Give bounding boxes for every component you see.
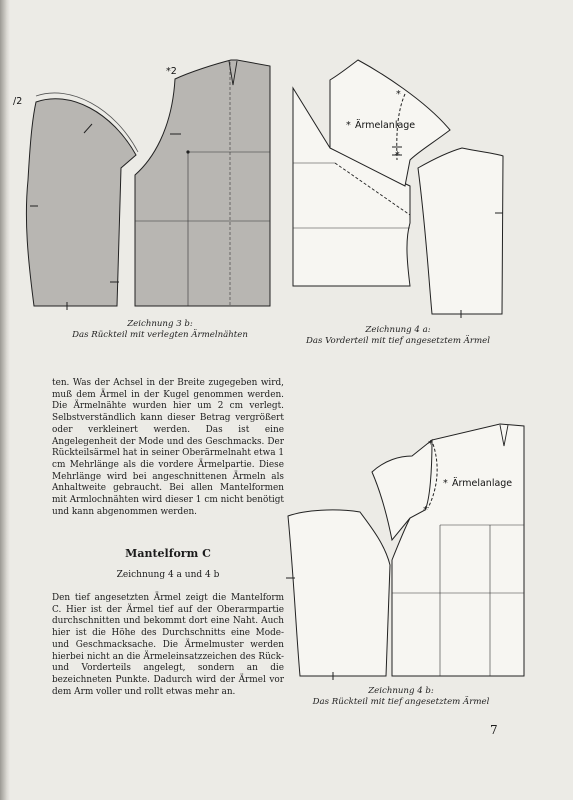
figure-4a-star-top: * xyxy=(396,89,401,100)
section-subheading: Zeichnung 4 a und 4 b xyxy=(116,570,220,580)
figure-4b-star-label: * xyxy=(443,478,448,489)
figure-4b-caption xyxy=(296,686,506,708)
figure-4b-star-top: * xyxy=(428,439,433,450)
figure-3b-caption-title: Zeichnung 3 b: xyxy=(127,319,193,329)
figure-3b-mark-top: *2 xyxy=(166,66,177,77)
figure-4a-star-bottom: * xyxy=(395,150,400,161)
page-number: 7 xyxy=(490,723,498,737)
figure-4b-caption-title: Zeichnung 4 b: xyxy=(368,686,434,696)
paragraph-2: Den tief angesetzten Ärmel zeigt die Mantelform C. Hier ist der Ärmel tief auf der Oberarmpartie durchschnitten und bekommt dort eine Naht. Auch hier ist die Höhe des Durchschnitts eine Mode- und Geschmacksache. Die Ärmelmuster werden hierbei nicht an die Ärmeleinsatzzeichen des Rück- und Vorderteils angelegt, sondern an die bezeichneten Punkte. Dadurch wird der Ärmel vor dem Arm voller und rollt etwas mehr an. xyxy=(52,593,284,697)
figure-4a-label: Ärmelanlage xyxy=(355,120,416,131)
figure-4a-star-label: * xyxy=(346,120,351,131)
figure-3b-mark-left: /2 xyxy=(13,96,23,107)
figure-4b-caption-text: Das Rückteil mit tief angesetztem Ärmel xyxy=(312,697,490,707)
figure-3b-caption-text: Das Rückteil mit verlegten Ärmelnähten xyxy=(72,330,248,340)
figure-4b-label: Ärmelanlage xyxy=(452,478,513,489)
paragraph-1: ten. Was der Achsel in der Breite zugegeben wird, muß dem Ärmel in der Kugel genommen werden. Die Ärmelnähte wurden hier um 2 cm verlegt. Selbstverständlich kann dieser Betrag vergrößert oder verkleinert werden. Das ist eine Angelegenheit der Mode und des Geschmacks. Der Rückteilsärmel hat in seiner Oberärmelnaht etwa 1 cm Mehrlänge als die vordere Ärmelpartie. Diese Mehrlänge wird bei angeschnittenen Ärmeln als Anhaltweite gebraucht. Bei allen Mantelformen mit Armlochnähten wird dieser 1 cm nicht benötigt und kann abgenommen werden. xyxy=(52,378,284,517)
section-heading: Mantelform C xyxy=(125,547,211,560)
figure-4b-sleeve-piece xyxy=(288,510,390,676)
figure-4b-star-bottom: * xyxy=(423,505,428,516)
figure-4a-caption-text: Das Vorderteil mit tief angesetztem Ärmel xyxy=(305,336,491,346)
figure-4a-caption-title: Zeichnung 4 a: xyxy=(365,325,431,335)
